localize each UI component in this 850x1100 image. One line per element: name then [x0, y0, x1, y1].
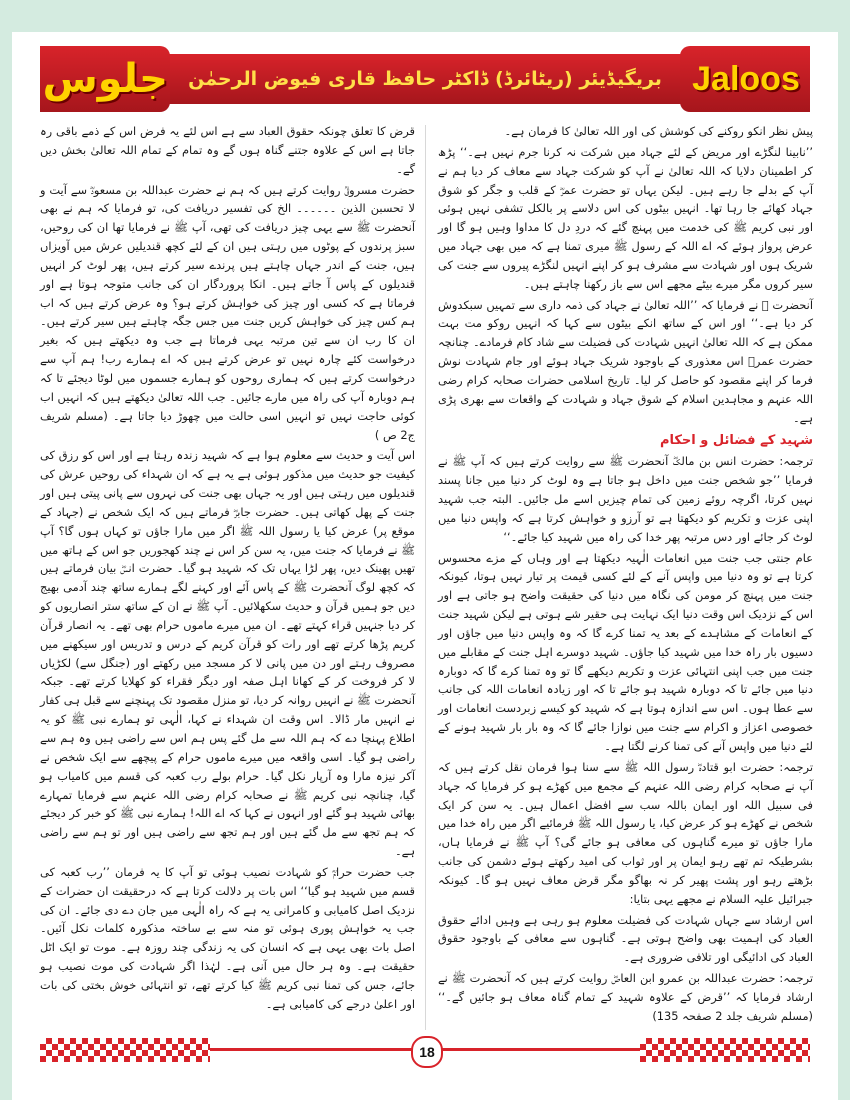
page-number: 18 — [411, 1036, 443, 1068]
page-header — [0, 46, 850, 112]
page-top-border — [0, 0, 850, 32]
paragraph: ترجمہ: حضرت عبداللہ بن عمرو ابن العاصؓ روایت کرتے ہیں کہ آنحضرت ﷺ نے ارشاد فرمایا کہ ’’قرض کے علاوہ شہید کے تمام گناہ معاف ہو جائیں گے۔‘‘ (مسلم شریف جلد 2 صفحہ 135) — [438, 971, 813, 1023]
paragraph: ’’نابینا لنگڑے اور مریض کے لئے جہاد میں شرکت نہ کرنا جرم نہیں ہے۔‘‘ پڑھ کر اطمینان دلایا کہ اللہ تعالیٰ نے آپ کو شرکت جہاد سے معاف کر دیا ہم نے آپ کے بدلے جا رہے ہیں۔ لیکن یہاں تو حضرت عمرؓ کے قلب و جگر کو شوق جہاد کھائے جا رہا تھا۔ انہیں بیٹوں کی اس دلاسے پر بالکل تشفی نہیں ہوئی اور نبی کریم ﷺ کی خدمت میں پہنچ گئے کہ دردِ دل کا مداوا وہیں ہو گا اور عرض پرواز ہوئے کہ اے اللہ کے رسول ﷺ میری تمنا ہے کہ میں بھی جہاد میں شریک ہوں اور شہادت سے مشرف ہو کر اپنے انہیں لنگڑے پیروں سے جنت کی سیر کروں مگر میرے بیٹے مجھے اس سے باز رکھنا چاہتے ہیں۔ — [438, 144, 813, 291]
article-column-left — [40, 122, 415, 1016]
footer-checker-left — [40, 1038, 210, 1062]
section-subheading: شہید کے فضائل و احکام — [659, 432, 813, 448]
article-column-right — [438, 122, 813, 1028]
paragraph: ترجمہ: حضرت ابو قتادہؓ رسول اللہ ﷺ سے سنا ہوا فرمان نقل کرتے ہیں کہ آپ نے صحابہ کرام رضی اللہ عنہم کے مجمع میں کھڑے ہو کر فرمایا کہ جہاد فی سبیل اللہ اور ایمان باللہ سب سے افضل اعمال ہیں۔ یہ سن کر ایک شخص نے کھڑے ہو کر عرض کیا، یا رسول اللہ ﷺ فرمائیے اگر میں راہ خدا میں مارا جاؤں تو میرے گناہوں کی معافی ہو جائے گی؟ آپ ﷺ نے فرمایا ہاں، بشرطیکہ تم تھے رہو ایمان پر اور ثواب کی امید رکھتے ہوئے دشمن کی جانب بڑھتے رہو اور پشت پھیر کر نہ بھاگو مگر قرض معاف نہیں ہو گا۔ کیونکہ جبرائیل علیہ السلام نے مجھے یہی بتایا: — [438, 759, 813, 906]
paragraph: اس ارشاد سے جہاں شہادت کی فضیلت معلوم ہو رہی ہے وہیں ادائے حقوق العباد کی اہمیت بھی واضح ہوتی ہے۔ گناہوں سے معافی کے باوجود حقوق العباد کی ادائیگی اور تلافی ضروری ہے۔ — [438, 912, 813, 965]
page-left-border — [0, 0, 12, 1100]
paragraph: ترجمہ: حضرت انس بن مالکؓ آنحضرت ﷺ سے روایت کرتے ہیں کہ آپ ﷺ نے فرمایا ’’جو شخص جنت میں داخل ہو جاتا ہے وہ لوٹ کر دنیا میں جانا پسند نہیں کرتا، اگرچہ روئے زمین کی تمام چیزیں اسے مل جائیں۔ البتہ جب شہید اپنی عزت و تکریم کو دیکھتا ہے تو آرزو و خواہش کرتا ہے کہ واپس دنیا میں لوٹ کر جائے اور دس مرتبہ پھر خدا کی راہ میں شہید کیا جائے۔‘‘ — [438, 454, 813, 544]
paragraph: اس آیت و حدیث سے معلوم ہوا ہے کہ شہید زندہ رہتا ہے اور اس کو رزق کی کیفیت جو حدیث میں مذکور ہوئی ہے یہ ہے کہ ان شہداء کی روحیں عرش کی قندیلوں میں رہتی ہیں اور یہ جہاں بھی جنت کی نہروں سے پانی پیتی ہیں اور جنت کے پھل کھاتی ہیں۔ حضرت جابرؓ فرماتے ہیں کہ ایک شخص نے (جہاد کے موقع پر) عرض کیا یا رسول اللہ ﷺ اگر میں مارا جاؤں تو کہاں ہوں گا؟ آپ ﷺ نے فرمایا کہ جنت میں، یہ سن کر اس نے چند کھجوریں جو اس کے ہاتھ میں تھیں پھینک دیں، پھر لڑا یہاں تک کہ شہید ہو گیا۔ حضرت انسؓ بیان فرماتے ہیں کہ کچھ لوگ آنحضرت ﷺ کے پاس آئے اور کہنے لگے ہمارے ساتھ چند آدمی بھیج دیں جو ہمیں قرآن و حدیث سکھلائیں۔ آپ ﷺ نے ان کے ساتھ ستر انصاریوں کو کر دیا جنہیں قراء کہتے تھے۔ ان میں میرے ماموں حرام بھی تھے۔ یہ انصار قرآن کریم پڑھا کرتے تھے اور رات کو قرآن کریم کے درس و تدریس اور سیکھنے میں مصروف رہتے اور دن میں پانی لا کر مسجد میں رکھتے اور (جنگل سے) لکڑیاں لا کر فروخت کر کے کھانا اہل صفہ اور دیگر فقراء کو کھلایا کرتے تھے۔ جبکہ آنحضرت ﷺ نے انہیں روانہ کر دیا، تو منزل مقصود تک پہنچنے سے قبل ہی کفار نے انہیں مار ڈالا۔ اس وقت ان شہداء نے کہا، الٰہی تو ہمارے نبی ﷺ کو یہ اطلاع پہنچا دے کہ ہم اللہ سے مل گئے پس ہم اس سے راضی ہیں وہ ہم سے راضی ہو گیا۔ اسی واقعہ میں میرے ماموں حرام کے پیچھے سے ایک شخص نے آکر نیزہ مارا وہ آرپار نکل گیا۔ حرام بولے رب کعبہ کی قسم میں کامیاب ہو گیا، چنانچہ نبی کریم ﷺ نے صحابہ کرام رضی اللہ عنہم سے فرمایا تمہارے بھائی شہید ہو گئے اور انہوں نے کہا کہ اے اللہ! ہمارے نبی ﷺ کو خبر کر دیجئے کہ ہم تجھ سے مل گئے ہیں اور ہم تجھ سے راضی ہیں اور تو ہم سے راضی ہے۔ — [40, 448, 415, 859]
paragraph: پیش نظر انکو روکنے کی کوشش کی اور اللہ تعالیٰ کا فرمان ہے۔ — [504, 124, 813, 138]
footer-checker-right — [640, 1038, 810, 1062]
column-divider — [425, 125, 426, 1030]
magazine-logo-latin: Jaloos — [692, 60, 800, 98]
paragraph: جب حضرت حرامؓ کو شہادت نصیب ہوئی تو آپ کا یہ فرمان ’’رب کعبہ کی قسم میں شہید ہو گیا‘‘ اس بات پر دلالت کرتا ہے کہ درحقیقت ان حضرات کے نزدیک اصل کامیابی و کامرانی یہ ہے کہ راہ الٰہی میں جان دے دی جائے۔ ان کی جب یہ خواہش پوری ہوئی تو منہ سے بے ساختہ مذکورہ کلمات نکل آئیں۔ اصل بات بھی یہی ہے کہ انسان کی یہ زندگی چند روزہ ہے۔ موت تو ایک اٹل حقیقت ہے۔ وہ ہر حال میں آنی ہے۔ لہٰذا اگر شہادت کی موت نصیب ہو جائے، جس کی تمنا نبی کریم ﷺ کیا کرتے تھے، تو انتہائی خوش بختی کی بات اور اعلیٰ درجے کی کامیابی ہے۔ — [40, 864, 415, 1011]
author-byline: بریگیڈیئر (ریٹائرڈ) ڈاکٹر حافظ قاری فیوض الرحمٰن — [188, 68, 662, 90]
paragraph: قرض کا تعلق چونکہ حقوق العباد سے ہے اس لئے یہ فرض اس کے ذمے باقی رہ جاتا ہے اس کے علاوہ جتنے گناہ ہوں گے وہ تمام کے تمام اللہ تعالیٰ بخش دیں گے۔ — [40, 124, 415, 176]
paragraph: حضرت مسروقؒ روایت کرتے ہیں کہ ہم نے حضرت عبداللہ بن مسعودؓ سے آیت و لا تحسبن الذین ۔۔۔۔۔۔ الخ کی تفسیر دریافت کی، تو فرمایا کہ ہم نے بھی آنحضرت ﷺ سے یہی چیز دریافت کی تھی، آپ ﷺ نے فرمایا تھا ان کی روحیں، سبز پرندوں کے پوٹوں میں رہتی ہیں ان کے لئے کچھ قندیلیں عرش میں آویزاں ہیں، جنت کے اندر جہاں چاہتے ہیں پرندے سیر کرتے ہیں، پھر لوٹ کر انہیں قندیلوں کے پاس آ جاتے ہیں۔ انکا پروردگار ان کی جانب متوجہ ہوتا ہے اور فرماتا ہے کہ کسی اور چیز کی خواہش کرتے ہو؟ وہ عرض کرتے ہیں کہ اب ہم کس چیز کی خواہش کریں جنت میں جس جگہ چاہتے ہیں سیر کرتے ہیں۔ ان کا رب ان سے تین مرتبہ یہی فرماتا ہے جب وہ دیکھتے ہیں کہ بغیر درخواست کئے چارہ نہیں تو عرض کرتے ہیں کہ اے ہمارے رب! ہم آپ سے درخواست کرتے ہیں کہ ہماری روحوں کو ہمارے جسموں میں لوٹا دیجئے تا کہ ہم دوبارہ آپ کی راہ میں مارے جائیں۔ جب اللہ تعالیٰ دیکھتے ہیں کہ انہیں اب کوئی حاجت نہیں تو انہیں اسی حالت میں چھوڑ دیا جاتا ہے۔ (مسلم شریف ج2 ص ) — [40, 182, 415, 442]
magazine-logo-urdu: جلوس — [42, 56, 168, 102]
paragraph: عام جنتی جب جنت میں انعامات الٰہیہ دیکھتا ہے اور وہاں کے مزے محسوس کرتا ہے تو وہ دنیا میں واپس آنے کے لئے کسی قیمت پر تیار نہیں ہوتا، کیونکہ جنت میں پہنچ کر مومن کی نگاہ میں دنیا کی حقیقت واضح ہو جاتی ہے اور اس کے نزدیک اس وقت دنیا ایک نہایت ہی حقیر شے ہوتی ہے لیکن شہید جنت کے انعامات کے مشاہدے کے بعد یہ تمنا کرے گا کہ وہ واپس دنیا میں جاؤں اور دسیوں بار راہ خدا میں شہید کیا جاؤں۔ شہید دوسرے اہل جنت کے مقابلے میں جنت میں جب اپنی انتہائی عزت و تکریم دیکھے گا تو وہ تمنا کرے گا کہ دوبارہ دنیا میں جائے تا کہ دوبارہ شہید ہو جائے تا کہ اور زیادہ انعامات اللہ کی جانب سے عطا ہوں۔ اس سے اندازہ ہوتا ہے کہ شہید کو کیسے زبردست انعامات اور خصوصی اعزاز و اکرام سے جنت میں نوازا جائے گا کہ وہ بار بار شہید ہونے کے لئے دنیا میں واپس آنے کی تمنا کرنے لگتا ہے۔ — [438, 550, 813, 753]
paragraph: آنحضرت ﷺ نے فرمایا کہ ’’اللہ تعالیٰ نے جہاد کی ذمہ داری سے تمہیں سبکدوش کر دیا ہے۔‘‘ اور اس کے ساتھ انکے بیٹوں سے کہا کہ انہیں روکو مت بہت ممکن ہے کہ اللہ تعالیٰ انہیں شہادت کی فضیلت سے شاد کام فرمادے۔ چنانچہ حضرت عمرؓ اس معذوری کے باوجود شریک جہاد ہوئے اور جام شہادت نوش فرما کر اپنے مقصود کو حاصل کر لیا۔ تاریخ اسلامی حضرات صحابہ کرام رضی اللہ عنہم و مجاہدین اسلام کے شوق جہاد و شہادت کے واقعات سے بھری پڑی ہے۔ — [438, 297, 813, 425]
page-right-border — [838, 0, 850, 1100]
